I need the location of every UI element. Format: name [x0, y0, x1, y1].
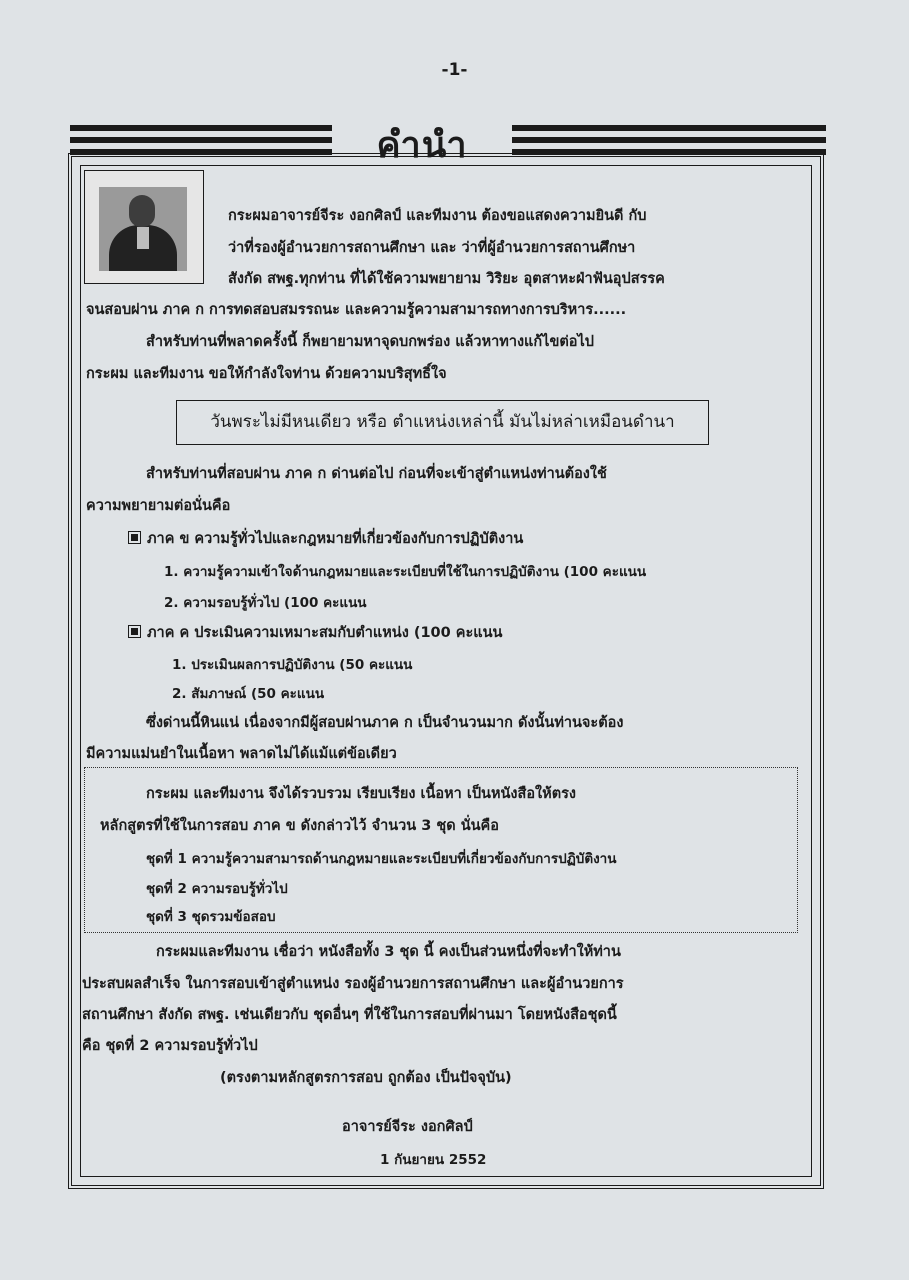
part-b-heading: ภาค ข ความรู้ทั่วไปและกฎหมายที่เกี่ยวข้องกับการปฏิบัติงาน: [128, 527, 523, 550]
page-number: -1-: [441, 60, 468, 80]
encourage-line: สำหรับท่านที่พลาดครั้งนี้ ก็พยายามหาจุดบกพร่อง แล้วหาทางแก้ไขต่อไป: [146, 334, 594, 350]
tagline: (ตรงตามหลักสูตรการสอบ ถูกต้อง เป็นปัจจุบัน): [220, 1070, 512, 1086]
checkbox-bullet-icon: [128, 531, 141, 544]
book-set-item: ชุดที่ 1 ความรู้ความสามารถด้านกฎหมายและระเบียบที่เกี่ยวข้องกับการปฏิบัติงาน: [146, 851, 617, 867]
intro-line: สังกัด สพฐ.ทุกท่าน ที่ได้ใช้ความพยายาม วิริยะ อุตสาหะฝ่าฟันอุปสรรค: [228, 271, 665, 287]
part-c-heading: ภาค ค ประเมินความเหมาะสมกับตำแหน่ง (100 คะแนน: [128, 621, 502, 644]
book-set-item: ชุดที่ 3 ชุดรวมข้อสอบ: [146, 909, 276, 925]
intro-line: กระผมอาจารย์จีระ งอกศิลป์ และทีมงาน ต้องขอแสดงความยินดี กับ: [228, 208, 647, 224]
date-text: 1 กันยายน 2552: [380, 1152, 487, 1168]
closing-line: ประสบผลสำเร็จ ในการสอบเข้าสู่ตำแหน่ง รองผู้อำนวยการสถานศึกษา และผู้อำนวยการ: [82, 976, 624, 992]
encourage-line: กระผม และทีมงาน ขอให้กำลังใจท่าน ด้วยความบริสุทธิ์ใจ: [86, 366, 447, 382]
quote-box: [176, 400, 709, 445]
author-signature: อาจารย์จีระ งอกศิลป์: [342, 1119, 473, 1135]
closing-line: คือ ชุดที่ 2 ความรอบรู้ทั่วไป: [82, 1038, 258, 1054]
page-title: คำนำ: [376, 125, 468, 166]
intro-line: ว่าที่รองผู้อำนวยการสถานศึกษา และ ว่าที่ผู้อำนวยการสถานศึกษา: [228, 240, 636, 256]
part-b-item: 2. ความรอบรู้ทั่วไป (100 คะแนน: [164, 595, 367, 611]
quote-text: วันพระไม่มีหนเดียว หรือ ตำแหน่งเหล่านี้ มันไม่หล่าเหมือนดำนา: [210, 412, 675, 432]
next-step-line: สำหรับท่านที่สอบผ่าน ภาค ก ด่านต่อไป ก่อนที่จะเข้าสู่ตำแหน่งท่านต้องใช้: [146, 466, 607, 482]
checkbox-bullet-icon: [128, 625, 141, 638]
part-b-item: 1. ความรู้ความเข้าใจด้านกฎหมายและระเบียบที่ใช้ในการปฏิบัติงาน (100 คะแนน: [164, 564, 647, 580]
warning-line: มีความแม่นยำในเนื้อหา พลาดไม่ได้แม้แต่ข้อเดียว: [86, 746, 397, 762]
book-set-line: หลักสูตรที่ใช้ในการสอบ ภาค ข ดังกล่าวไว้ จำนวน 3 ชุด นั่นคือ: [100, 818, 499, 834]
next-step-line: ความพยายามต่อนั่นคือ: [86, 498, 231, 514]
closing-line: สถานศึกษา สังกัด สพฐ. เช่นเดียวกับ ชุดอื่นๆ ที่ใช้ในการสอบที่ผ่านมา โดยหนังสือชุดนี้: [82, 1007, 617, 1023]
author-photo: [84, 170, 204, 284]
part-c-item: 2. สัมภาษณ์ (50 คะแนน: [172, 686, 325, 702]
part-c-item: 1. ประเมินผลการปฏิบัติงาน (50 คะแนน: [172, 657, 413, 673]
book-set-item: ชุดที่ 2 ความรอบรู้ทั่วไป: [146, 881, 288, 897]
closing-line: กระผมและทีมงาน เชื่อว่า หนังสือทั้ง 3 ชุด นี้ คงเป็นส่วนหนึ่งที่จะทำให้ท่าน: [156, 944, 621, 960]
warning-line: ซึ่งด่านนี้หินแน่ เนื่องจากมีผู้สอบผ่านภาค ก เป็นจำนวนมาก ดังนั้นท่านจะต้อง: [146, 715, 624, 731]
book-set-line: กระผม และทีมงาน จึงได้รวบรวม เรียบเรียง เนื้อหา เป็นหนังสือให้ตรง: [146, 786, 576, 802]
portrait-image: [99, 187, 187, 271]
intro-line: จนสอบผ่าน ภาค ก การทดสอบสมรรถนะ และความรู้ความสามารถทางการบริหาร......: [86, 302, 627, 318]
